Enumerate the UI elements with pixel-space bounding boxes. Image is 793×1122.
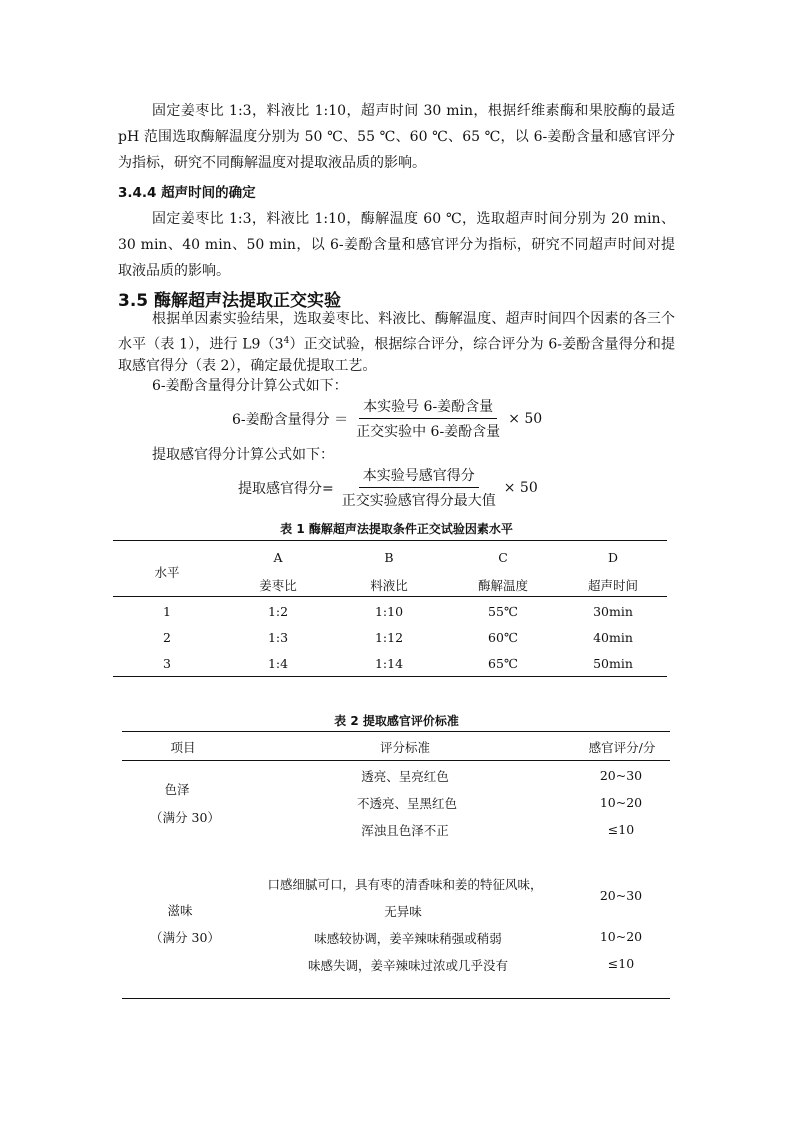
table1-cell: 1:12 bbox=[374, 630, 404, 645]
table2-score: 10~20 bbox=[599, 929, 643, 944]
table1-cell: 1:14 bbox=[374, 656, 404, 671]
table1-cell: 30min bbox=[593, 604, 633, 619]
table1-cell: 2 bbox=[163, 630, 171, 645]
table2-item-full: （满分 30） bbox=[150, 810, 220, 825]
table1-cell: 3 bbox=[163, 656, 171, 671]
table2-item: 色泽 bbox=[164, 782, 190, 797]
table1-factor-name: 姜枣比 bbox=[259, 578, 297, 593]
heading-3-5: 3.5 酶解超声法提取正交实验 bbox=[118, 291, 342, 311]
formula1-numerator: 本实验号 6-姜酚含量 bbox=[359, 396, 497, 419]
formula2 bbox=[238, 465, 538, 510]
formula1 bbox=[232, 396, 542, 441]
table2-header: 感官评分/分 bbox=[588, 740, 656, 755]
table1-caption: 表 1 酶解超声法提取条件正交试验因素水平 bbox=[280, 522, 513, 536]
paragraph-enzyme-temperature: 固定姜枣比 1:3，料液比 1:10，超声时间 30 min，根据纤维素酶和果胶酶的最适 pH 范围选取酶解温度分别为 50 ℃、55 ℃、60 ℃、65 ℃，以 6-姜酚含量和感官评分为指标，研究不同酶解温度对提取液品质的影响。 bbox=[118, 103, 675, 171]
table2-item: 滋味 bbox=[167, 903, 193, 918]
table2-score: ≤10 bbox=[607, 956, 635, 971]
table2-caption: 表 2 提取感官评价标准 bbox=[334, 714, 459, 728]
table1-factor-name: 酶解温度 bbox=[477, 578, 529, 593]
paragraph-ultrasonic-time: 固定姜枣比 1:3，料液比 1:10，酶解温度 60 ℃，选取超声时间分别为 20 min、30 min、40 min、50 min，以 6-姜酚含量和感官评分为指标，研究不同超声时间对提取液品质的影响。 bbox=[118, 211, 675, 279]
formula1-fraction bbox=[352, 396, 504, 441]
table2-top-rule bbox=[122, 731, 670, 732]
formula2-denominator: 正交实验感官得分最大值 bbox=[341, 493, 496, 509]
paragraph-orthogonal bbox=[118, 309, 675, 377]
table1-cell: 1 bbox=[163, 604, 171, 619]
table2-header: 项目 bbox=[170, 740, 196, 755]
orthogonal-exponent: 4 bbox=[283, 335, 290, 346]
table1-factor-letter: D bbox=[607, 550, 619, 565]
table1-cell: 65℃ bbox=[488, 656, 518, 671]
table1-cell: 1:3 bbox=[267, 630, 289, 645]
table1-factor-letter: C bbox=[498, 550, 508, 565]
table1-factor-name: 料液比 bbox=[370, 578, 408, 593]
heading-3-4-4: 3.4.4 超声时间的确定 bbox=[118, 185, 256, 201]
orthogonal-text-before: 根据单因素实验结果，选取姜枣比、料液比、酶解温度、超声时间四个因素的各三个水平（表 1），进行 L9（3 bbox=[118, 311, 675, 353]
table1-cell: 50min bbox=[593, 656, 633, 671]
table1-header-rule bbox=[113, 596, 667, 597]
formula2-multiplier: × 50 bbox=[503, 479, 538, 496]
table1-factor-name: 超声时间 bbox=[587, 578, 639, 593]
table1-bottom-rule bbox=[113, 676, 667, 677]
table1-factor-letter: B bbox=[384, 550, 394, 565]
table1-cell: 1:4 bbox=[267, 656, 289, 671]
table1-cell: 55℃ bbox=[488, 604, 518, 619]
table1-cell: 40min bbox=[593, 630, 633, 645]
table2-header: 评分标准 bbox=[379, 740, 431, 755]
table2-criterion: 味感较协调，姜辛辣味稍强或稍弱 bbox=[314, 931, 502, 946]
formula1-multiplier: × 50 bbox=[508, 410, 543, 427]
table1-top-rule bbox=[113, 540, 667, 541]
table2-criterion: 浑浊且色泽不正 bbox=[361, 823, 449, 838]
formula2-numerator: 本实验号感官得分 bbox=[359, 465, 479, 488]
formula1-lhs: 6-姜酚含量得分 ＝ bbox=[232, 411, 349, 428]
table2-score: 10~20 bbox=[599, 795, 643, 810]
table1-factor-letter: A bbox=[273, 550, 283, 565]
table2-score: 20~30 bbox=[599, 768, 643, 783]
table2-criterion: 无异味 bbox=[384, 904, 422, 919]
formula1-intro: 6-姜酚含量得分计算公式如下： bbox=[152, 378, 348, 394]
table2-criterion: 不透亮、呈黑红色 bbox=[356, 796, 458, 811]
table1-cell: 1:10 bbox=[374, 604, 404, 619]
table2-score: 20~30 bbox=[599, 888, 643, 903]
formula2-lhs: 提取感官得分= bbox=[238, 480, 334, 497]
table1-cell: 60℃ bbox=[488, 630, 518, 645]
table2-header-rule bbox=[122, 760, 670, 761]
table2-criterion: 口感细腻可口，具有枣的清香味和姜的特征风味， bbox=[267, 877, 543, 892]
table2-criterion: 味感失调，姜辛辣味过浓或几乎没有 bbox=[307, 958, 509, 973]
table2-criterion: 透亮、呈亮红色 bbox=[361, 769, 449, 784]
table2-score: ≤10 bbox=[607, 822, 635, 837]
formula2-fraction bbox=[338, 465, 500, 510]
table2-bottom-rule bbox=[122, 998, 670, 999]
orthogonal-text-after: ）正交试验，根据综合评分，综合评分为 6-姜酚含量得分和提取感官得分（表 2），确定最优提取工艺。 bbox=[118, 336, 675, 374]
table2-item-full: （满分 30） bbox=[150, 930, 220, 945]
table1-level-header: 水平 bbox=[154, 565, 180, 580]
table1-cell: 1:2 bbox=[267, 604, 289, 619]
formula2-intro: 提取感官得分计算公式如下： bbox=[152, 447, 334, 463]
formula1-denominator: 正交实验中 6-姜酚含量 bbox=[356, 424, 501, 440]
